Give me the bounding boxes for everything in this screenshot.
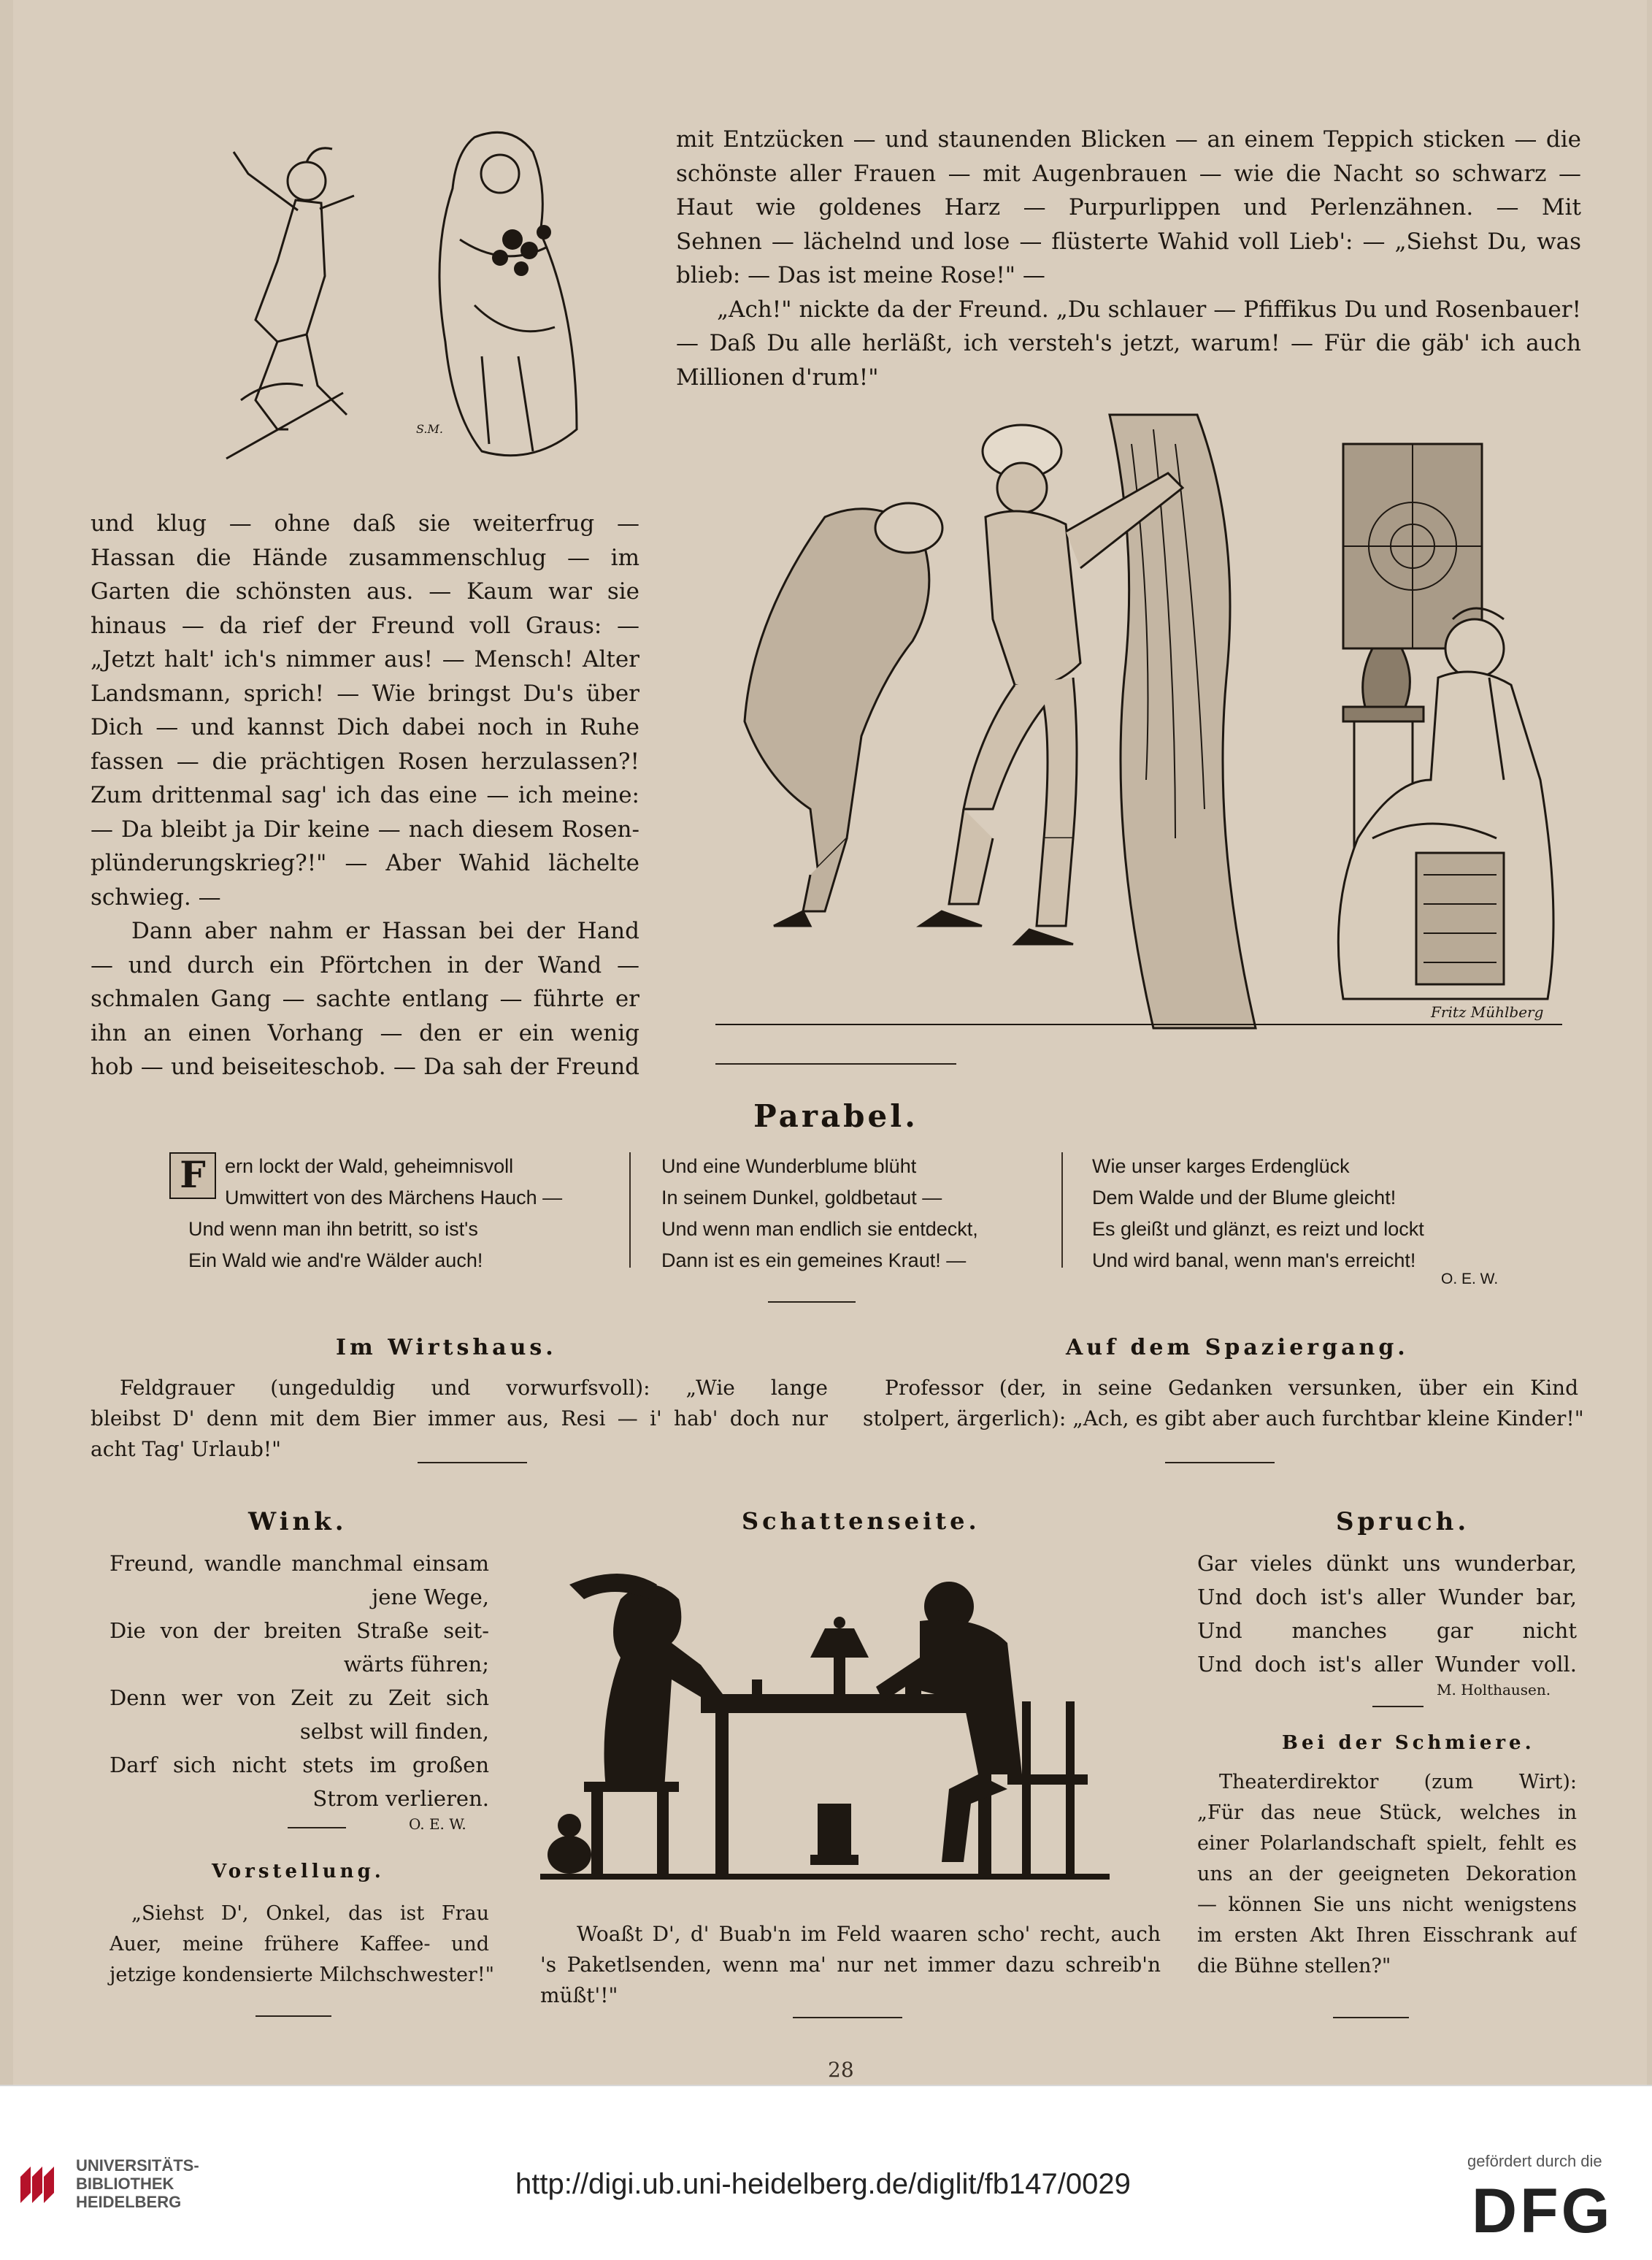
prose-line: mit Entzücken — und staunenden Blicken — an einem Teppich sticken — die [676, 126, 1581, 153]
text-line: acht Tag' Urlaub!" [91, 1437, 281, 1461]
page-number: 28 [828, 2058, 854, 2082]
prose-line: Haut wie goldenes Harz — Purpurlippen und Perlenzähnen. — Mit [676, 194, 1581, 221]
poem-line: Gar vieles dünkt uns wunderbar, [1197, 1551, 1577, 1576]
poem-line: Und eine Wunderblume blüht [661, 1155, 917, 1177]
poem-line: In seinem Dunkel, goldbetaut — [661, 1187, 942, 1208]
poem-line: Es gleißt und glänzt, es reizt und lockt [1092, 1218, 1424, 1240]
column-divider [1061, 1152, 1063, 1268]
ornament-rule [768, 1301, 856, 1303]
wirtshaus-text [91, 1373, 828, 1465]
schmiere-text [1197, 1767, 1577, 1982]
parabel-dropcap: F [169, 1152, 216, 1199]
ornament-rule [288, 1827, 346, 1828]
prose-line: Landsmann, sprich! — Wie bringst Du's über [91, 680, 639, 707]
prose-line: — Da bleibt ja Dir keine — nach diesem Rosen- [91, 816, 639, 843]
schattenseite-caption [540, 1919, 1161, 2011]
text-line: stolpert, ärgerlich): „Ach, es gibt aber auch furchtbar kleine Kinder!" [863, 1406, 1584, 1430]
prose-line: Garten die schönsten aus. — Kaum war sie [91, 578, 639, 605]
vorstellung-text [110, 1899, 495, 1991]
prose-line: Hassan die Hände zusammenschlug — im [91, 544, 639, 571]
text-line: 's Paketlsenden, wenn ma' nur net immer dazu schreib'n [540, 1953, 1161, 1977]
text-line: — können Sie uns nicht wenigstens [1197, 1893, 1577, 1916]
spaziergang-title: Auf dem Spaziergang. [1066, 1335, 1409, 1360]
end-rule [256, 2015, 331, 2017]
poem-line: Dann ist es ein gemeines Kraut! — [661, 1249, 967, 1271]
text-line: uns an der geeigneten Dekoration [1197, 1863, 1577, 1885]
spruch-title: Spruch. [1336, 1507, 1470, 1536]
separator-rule [715, 1063, 956, 1065]
prose-line: — und durch ein Pförtchen in der Wand — [91, 951, 639, 978]
poem-line: Und doch ist's aller Wunder voll. [1197, 1652, 1577, 1677]
poem-line: Und wenn man endlich sie entdeckt, [661, 1218, 978, 1240]
schattenseite-title: Schattenseite. [742, 1507, 980, 1535]
poem-line: Dem Walde und der Blume gleicht! [1092, 1187, 1396, 1208]
text-line: „Für das neue Stück, welches in [1197, 1801, 1577, 1824]
text-line: jetzige kondensierte Milchschwester!" [110, 1964, 495, 1986]
text-line: Auer, meine frühere Kaffee- und [110, 1933, 489, 1956]
prose-line: Dich — und kannst Dich dabei noch in Ruhe [91, 714, 639, 740]
text-line: bleibst D' denn mit dem Bier immer aus, Resi — i' hab' doch nur [91, 1406, 828, 1430]
end-rule [1333, 2017, 1409, 2018]
prose-line: schönste aller Frauen — mit Augenbrauen — wie die Nacht so schwarz — [676, 160, 1581, 187]
prose-line: Dann aber nahm er Hassan bei der Hand [131, 918, 639, 944]
poem-line: jene Wege, [372, 1585, 489, 1609]
text-line: die Bühne stellen?" [1197, 1955, 1391, 1977]
illustration-dancer-and-veiled-woman [168, 123, 621, 502]
text-line: müßt'!" [540, 1983, 618, 2007]
library-name-line: HEIDELBERG [76, 2193, 182, 2211]
prose-line: „Ach!" nickte da der Freund. „Du schlauer — Pfiffikus Du und Rosenbauer! [717, 296, 1581, 323]
poem-line: Und wird banal, wenn man's erreicht! [1092, 1249, 1416, 1271]
wink-poem [110, 1547, 489, 1815]
prose-line: schwieg. — [91, 884, 221, 911]
prose-line: — Daß Du alle herläßt, ich versteh's jetzt, warum! — Für die gäb' ich auch [676, 330, 1581, 356]
poem-line: Denn wer von Zeit zu Zeit sich [110, 1685, 489, 1710]
prose-line: fassen — die prächtigen Rosen herzulassen?! [91, 748, 639, 775]
parabel-title: Parabel. [753, 1098, 918, 1134]
dfg-logo-text: DFG [1472, 2180, 1613, 2238]
schmiere-title: Bei der Schmiere. [1282, 1732, 1535, 1754]
poem-line: wärts führen; [343, 1652, 489, 1677]
poem-line: Wie unser karges Erdenglück [1092, 1155, 1350, 1177]
illustration-harem-scene [701, 400, 1577, 1034]
poem-line: ern lockt der Wald, geheimnisvoll [225, 1155, 514, 1177]
parabel-stanza-2 [661, 1151, 978, 1276]
column-divider [629, 1152, 631, 1268]
poem-line: Strom verlieren. [312, 1786, 489, 1811]
wink-title: Wink. [248, 1507, 347, 1536]
poem-line: Und doch ist's aller Wunder bar, [1197, 1585, 1577, 1609]
poem-line: Und manches gar nicht [1197, 1618, 1577, 1643]
prose-line: schmalen Gang — sachte entlang — führte er [91, 986, 639, 1012]
digitization-footer [0, 2085, 1652, 2260]
poem-line: Umwittert von des Märchens Hauch — [225, 1187, 563, 1208]
text-line: „Siehst D', Onkel, das ist Frau [131, 1902, 489, 1925]
text-line: Feldgrauer (ungeduldig und vorwurfsvoll): „Wie lange [120, 1376, 828, 1400]
library-name-line: UNIVERSITÄTS- [76, 2156, 199, 2175]
library-name-line: BIBLIOTHEK [76, 2175, 174, 2193]
text-line: einer Polarlandschaft spielt, fehlt es [1197, 1832, 1577, 1855]
poem-line: Freund, wandle manchmal einsam [110, 1551, 489, 1576]
text-line: im ersten Akt Ihren Eisschrank auf [1197, 1924, 1577, 1947]
wink-signature: O. E. W. [409, 1815, 466, 1833]
poem-line: Die von der breiten Straße seit- [110, 1618, 489, 1643]
prose-line: Millionen d'rum!" [676, 364, 879, 391]
end-rule [1165, 1462, 1275, 1463]
illustration-signature-muehlberg: Fritz Mühlberg [1431, 1003, 1544, 1021]
prose-line: hinaus — da rief der Freund voll Graus: — [91, 612, 639, 639]
spruch-poem [1197, 1547, 1577, 1681]
parabel-stanza-3 [1092, 1151, 1424, 1276]
poem-line: selbst will finden, [299, 1719, 489, 1744]
spaziergang-text [863, 1373, 1584, 1434]
illustration-signature-sm: S.M. [416, 422, 443, 436]
prose-line: blieb: — Das ist meine Rose!" — [676, 262, 1045, 288]
prose-line: Sehnen — lächelnd und lose — flüsterte Wahid voll Lieb': — „Siehst Du, was [676, 228, 1581, 255]
spruch-signature: M. Holthausen. [1437, 1681, 1551, 1698]
parabel-signature: O. E. W. [1441, 1271, 1499, 1287]
prose-line: hob — und beiseiteschob. — Da sah der Freund [91, 1054, 639, 1080]
text-line: Professor (der, in seine Gedanken versunken, über ein Kind [885, 1376, 1578, 1400]
prose-line: ihn an einen Vorhang — den er ein wenig [91, 1019, 639, 1046]
illustration-silhouette-table [540, 1555, 1168, 1899]
university-library-name [76, 2156, 199, 2211]
prose-line: „Jetzt halt' ich's nimmer aus! — Mensch! Alter [91, 646, 639, 673]
poem-line: Darf sich nicht stets im großen [110, 1753, 489, 1777]
text-line: Theaterdirektor (zum Wirt): [1219, 1771, 1577, 1793]
vorstellung-title: Vorstellung. [212, 1861, 385, 1882]
funded-by-label: gefördert durch die [1467, 2152, 1602, 2170]
ornament-rule [1372, 1706, 1424, 1707]
prose-line: plünderungskrieg?!" — Aber Wahid lächelte [91, 850, 639, 876]
prose-line: und klug — ohne daß sie weiterfrug — [91, 510, 639, 537]
wirtshaus-title: Im Wirtshaus. [336, 1335, 557, 1360]
end-rule [418, 1462, 527, 1463]
story-continuation-top [676, 123, 1581, 394]
text-line: Woaßt D', d' Buab'n im Feld waaren scho' recht, auch [577, 1922, 1161, 1946]
parabel-stanza-1 [175, 1151, 562, 1276]
story-continuation-left [91, 507, 639, 1084]
dfg-logo-icon [1472, 2180, 1632, 2238]
university-library-logo-icon [16, 2162, 61, 2207]
end-rule [793, 2017, 902, 2018]
prose-line: Zum drittenmal sag' ich das eine — ich meine: [91, 782, 639, 808]
poem-line: Ein Wald wie and're Wälder auch! [188, 1249, 483, 1271]
poem-line: Und wenn man ihn betritt, so ist's [188, 1218, 478, 1240]
permalink-url[interactable]: http://digi.ub.uni-heidelberg.de/diglit/fb147/0029 [515, 2168, 1131, 2200]
